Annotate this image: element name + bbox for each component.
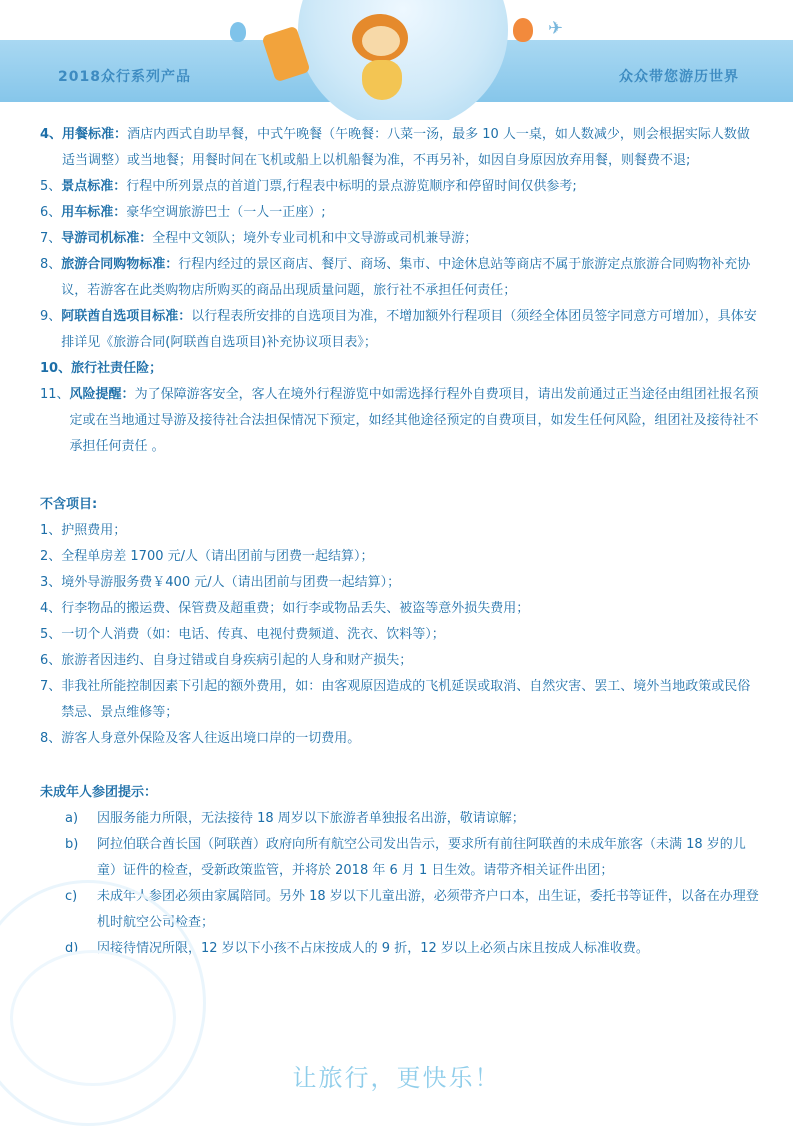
- item-text: 护照费用；: [61, 523, 127, 538]
- item-label: 用餐标准：: [62, 127, 128, 142]
- excluded-item: [40, 544, 760, 570]
- monkey-mascot-body: [362, 60, 402, 100]
- item-label: 导游司机标准：: [61, 231, 153, 246]
- hot-air-balloon-icon: [513, 18, 533, 42]
- item-number: 3、: [40, 575, 62, 590]
- item-text: 因接待情况所限，12 岁以下小孩不占床按成人的 9 折，12 岁以上必须占床且按成人标准收费。: [97, 941, 649, 956]
- globe-illustration: [298, 0, 508, 120]
- excluded-item: [40, 570, 760, 596]
- item-number: 1、: [40, 523, 62, 538]
- item-number: 7、: [40, 231, 62, 246]
- item-number: 10、: [40, 361, 72, 376]
- minors-section-title: 未成年人参团提示：: [40, 785, 158, 800]
- airplane-icon: ✈: [548, 18, 564, 39]
- item-number: 5、: [40, 179, 62, 194]
- footer-slogan: 让旅行，更快乐！: [292, 1064, 501, 1092]
- item-text: 非我社所能控制因素下引起的额外费用，如：由客观原因造成的飞机延误或取消、自然灾害、罢工、境外当地政策或民俗禁忌、景点维修等；: [61, 679, 751, 720]
- standard-item: [40, 122, 760, 174]
- standard-item: [40, 174, 760, 200]
- item-number: 2、: [40, 549, 62, 564]
- item-label: 景点标准：: [61, 179, 127, 194]
- item-text: 全程中文领队；境外专业司机和中文导游或司机兼导游；: [152, 231, 478, 246]
- item-text: 为了保障游客安全，客人在境外行程游览中如需选择行程外自费项目，请出发前通过正当途径由组团社报名预定或在当地通过导游及接待社合法担保情况下预定，如经其他途径预定的自费项目，如发生任何风险，组团社及接待社不承担任何责任 。: [69, 387, 759, 454]
- excluded-item: [40, 518, 760, 544]
- item-label: 旅行社责任险；: [71, 361, 163, 376]
- item-text: 一切个人消费（如：电话、传真、电视付费频道、洗衣、饮料等）；: [61, 627, 445, 642]
- item-letter: b): [65, 837, 79, 852]
- minors-item: [40, 832, 760, 884]
- standard-item: [40, 356, 760, 382]
- item-label: 旅游合同购物标准：: [61, 257, 179, 272]
- item-number: 5、: [40, 627, 62, 642]
- item-number: 4、: [40, 601, 62, 616]
- header-left-title: 2018众行系列产品: [58, 69, 191, 85]
- item-number: 7、: [40, 679, 62, 694]
- excluded-item: [40, 674, 760, 726]
- minors-item: [40, 806, 760, 832]
- standard-item: [40, 382, 760, 460]
- item-letter: c): [65, 889, 78, 904]
- monkey-mascot-face: [362, 26, 400, 56]
- item-label: 用车标准：: [61, 205, 127, 220]
- standard-item: [40, 200, 760, 226]
- item-text: 游客人身意外保险及客人往返出境口岸的一切费用。: [61, 731, 361, 746]
- item-text: 行程中所列景点的首道门票,行程表中标明的景点游览顺序和停留时间仅供参考;: [126, 179, 577, 194]
- item-number: 8、: [40, 257, 62, 272]
- item-number: 4、: [40, 127, 63, 142]
- item-text: 旅游者因违约、自身过错或自身疾病引起的人身和财产损失；: [61, 653, 413, 668]
- excluded-item: [40, 648, 760, 674]
- item-text: 因服务能力所限，无法接待 18 周岁以下旅游者单独报名出游，敬请谅解；: [97, 811, 525, 826]
- excluded-item: [40, 726, 760, 752]
- standard-item: [40, 252, 760, 304]
- item-text: 全程单房差 1700 元/人（请出团前与团费一起结算）；: [61, 549, 374, 564]
- item-text: 酒店内西式自助早餐，中式午晚餐（午晚餐：八菜一汤，最多 10 人一桌，如人数减少，则会根据实际人数做适当调整）或当地餐；用餐时间在飞机或船上以机船餐为准，不再另补，如因自身原因放弃用餐，则餐费不退;: [62, 127, 750, 168]
- item-text: 行程内经过的景区商店、餐厅、商场、集市、中途休息站等商店不属于旅游定点旅游合同购物补充协议，若游客在此类购物店所购买的商品出现质量问题，旅行社不承担任何责任；: [61, 257, 751, 298]
- hot-air-balloon-icon: [230, 22, 246, 42]
- item-letter: d): [65, 941, 79, 956]
- item-number: 8、: [40, 731, 62, 746]
- item-number: 9、: [40, 309, 62, 324]
- excluded-section-title: 不含项目:: [40, 497, 98, 512]
- item-text: 豪华空调旅游巴士（一人一正座）;: [126, 205, 326, 220]
- item-number: 6、: [40, 653, 62, 668]
- item-text: 行李物品的搬运费、保管费及超重费；如行李或物品丢失、被盗等意外损失费用；: [61, 601, 530, 616]
- header-right-title: 众众带您游历世界: [619, 69, 739, 85]
- document-body: [40, 122, 760, 962]
- standard-item: [40, 304, 760, 356]
- standard-item: [40, 226, 760, 252]
- item-text: 以行程表所安排的自选项目为准，不增加额外行程项目（须经全体团员签字同意方可增加），具体安排详见《旅游合同(阿联酋自选项目)补充协议项目表》；: [61, 309, 757, 350]
- item-text: 境外导游服务费￥400 元/人（请出团前与团费一起结算）；: [61, 575, 401, 590]
- excluded-item: [40, 622, 760, 648]
- item-text: 阿拉伯联合酋长国（阿联酋）政府向所有航空公司发出告示，要求所有前往阿联酋的未成年旅客（未满 18 岁的儿童）证件的检查，受新政策监管，并将於 2018 年 6 月 1 日生效。请带齐相关证件出团；: [97, 837, 746, 878]
- item-number: 11、: [40, 387, 70, 402]
- item-number: 6、: [40, 205, 62, 220]
- item-letter: a): [65, 811, 79, 826]
- excluded-item: [40, 596, 760, 622]
- header-banner: [0, 0, 793, 120]
- item-label: 风险提醒：: [69, 387, 135, 402]
- item-text: 未成年人参团必须由家属陪同。另外 18 岁以下儿童出游，必须带齐户口本，出生证，委托书等证件，以备在办理登机时航空公司检查；: [97, 889, 759, 930]
- item-label: 阿联酋自选项目标准：: [61, 309, 192, 324]
